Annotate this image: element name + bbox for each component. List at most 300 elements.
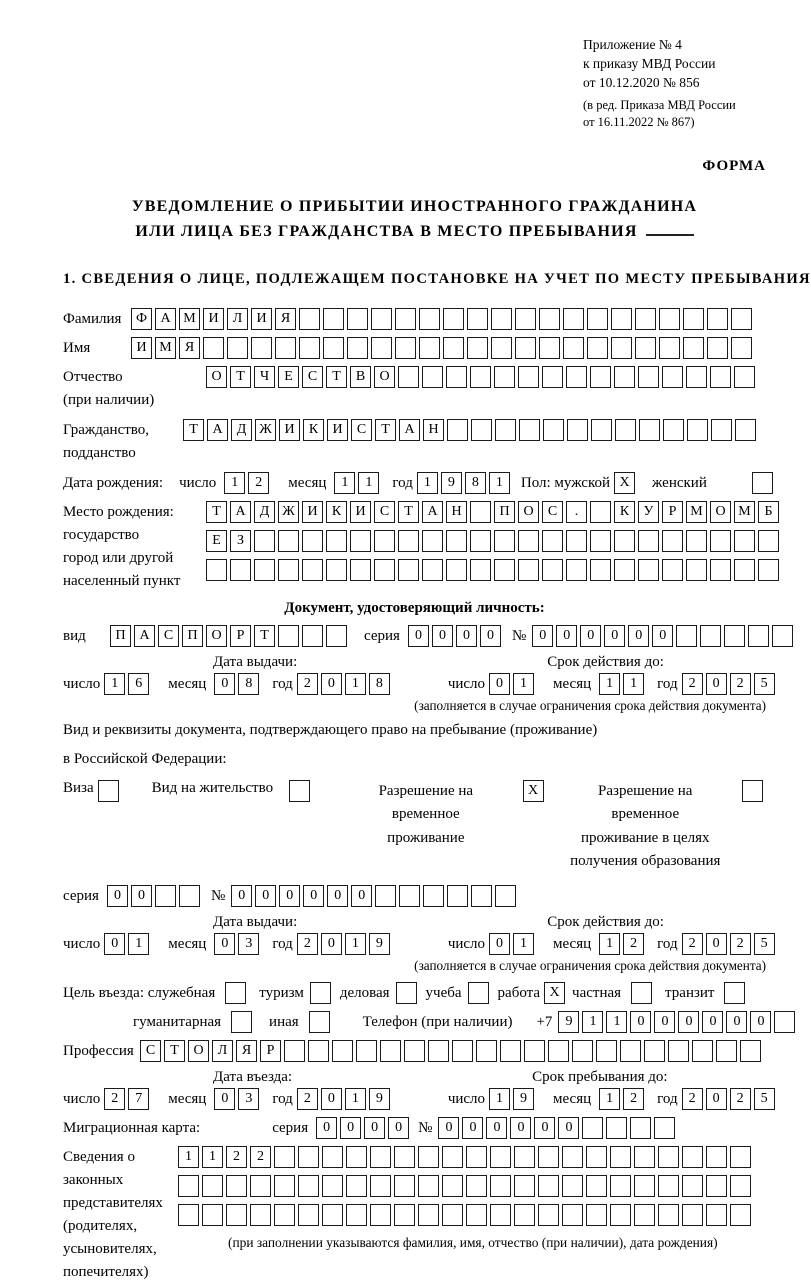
char-cell[interactable] [443, 337, 464, 359]
char-cell[interactable] [326, 559, 347, 581]
char-cell[interactable] [422, 366, 443, 388]
char-cell[interactable]: 0 [408, 625, 429, 647]
char-cell[interactable]: М [686, 501, 707, 523]
char-cell[interactable] [539, 308, 560, 330]
char-cell[interactable] [250, 1204, 271, 1226]
char-cell[interactable] [668, 1040, 689, 1062]
char-cell[interactable]: 0 [604, 625, 625, 647]
char-cell[interactable]: 2 [730, 933, 751, 955]
char-cell[interactable] [654, 1117, 675, 1139]
char-cell[interactable]: А [422, 501, 443, 523]
char-cell[interactable] [711, 419, 732, 441]
char-cell[interactable] [302, 559, 323, 581]
char-cell[interactable]: Т [206, 501, 227, 523]
char-cell[interactable] [274, 1146, 295, 1168]
char-cell[interactable] [275, 337, 296, 359]
char-cell[interactable]: М [179, 308, 200, 330]
char-cell[interactable] [638, 559, 659, 581]
char-cell[interactable] [562, 1175, 583, 1197]
char-cell[interactable] [428, 1040, 449, 1062]
char-cell[interactable] [710, 559, 731, 581]
char-cell[interactable] [423, 885, 444, 907]
checkbox-cell[interactable] [742, 780, 763, 802]
char-cell[interactable]: 2 [104, 1088, 125, 1110]
char-cell[interactable]: 1 [202, 1146, 223, 1168]
char-cell[interactable]: С [140, 1040, 161, 1062]
char-cell[interactable]: С [374, 501, 395, 523]
char-cell[interactable] [374, 530, 395, 552]
char-cell[interactable] [274, 1204, 295, 1226]
char-cell[interactable] [323, 337, 344, 359]
char-cell[interactable]: 0 [104, 933, 125, 955]
char-cell[interactable]: 0 [316, 1117, 337, 1139]
char-cell[interactable]: 0 [340, 1117, 361, 1139]
char-cell[interactable]: И [350, 501, 371, 523]
char-cell[interactable] [422, 559, 443, 581]
char-cell[interactable] [706, 1204, 727, 1226]
char-cell[interactable]: 0 [438, 1117, 459, 1139]
char-cell[interactable] [772, 625, 793, 647]
char-cell[interactable]: 2 [297, 933, 318, 955]
char-cell[interactable]: 2 [623, 933, 644, 955]
checkbox-cell[interactable]: X [544, 982, 565, 1004]
char-cell[interactable]: 2 [682, 1088, 703, 1110]
char-cell[interactable] [734, 530, 755, 552]
char-cell[interactable]: Е [206, 530, 227, 552]
char-cell[interactable] [326, 530, 347, 552]
char-cell[interactable] [606, 1117, 627, 1139]
char-cell[interactable]: Т [164, 1040, 185, 1062]
char-cell[interactable] [634, 1146, 655, 1168]
char-cell[interactable]: 0 [580, 625, 601, 647]
char-cell[interactable] [398, 530, 419, 552]
char-cell[interactable]: 9 [441, 472, 462, 494]
char-cell[interactable] [543, 419, 564, 441]
char-cell[interactable]: О [188, 1040, 209, 1062]
char-cell[interactable] [346, 1204, 367, 1226]
char-cell[interactable]: 0 [462, 1117, 483, 1139]
char-cell[interactable]: А [155, 308, 176, 330]
char-cell[interactable] [610, 1204, 631, 1226]
char-cell[interactable] [418, 1146, 439, 1168]
char-cell[interactable] [418, 1175, 439, 1197]
char-cell[interactable]: 0 [706, 673, 727, 695]
char-cell[interactable] [322, 1175, 343, 1197]
char-cell[interactable] [274, 1175, 295, 1197]
char-cell[interactable] [476, 1040, 497, 1062]
char-cell[interactable] [467, 337, 488, 359]
char-cell[interactable] [542, 366, 563, 388]
char-cell[interactable] [706, 1175, 727, 1197]
char-cell[interactable] [730, 1175, 751, 1197]
char-cell[interactable] [659, 337, 680, 359]
char-cell[interactable]: 0 [556, 625, 577, 647]
char-cell[interactable]: 0 [388, 1117, 409, 1139]
char-cell[interactable] [419, 308, 440, 330]
char-cell[interactable] [518, 530, 539, 552]
char-cell[interactable] [371, 308, 392, 330]
char-cell[interactable]: А [230, 501, 251, 523]
char-cell[interactable]: 2 [682, 933, 703, 955]
char-cell[interactable]: И [131, 337, 152, 359]
char-cell[interactable] [299, 308, 320, 330]
char-cell[interactable]: 0 [489, 933, 510, 955]
char-cell[interactable]: 0 [231, 885, 252, 907]
char-cell[interactable] [538, 1146, 559, 1168]
char-cell[interactable] [491, 337, 512, 359]
char-cell[interactable] [395, 308, 416, 330]
char-cell[interactable]: 9 [558, 1011, 579, 1033]
char-cell[interactable] [538, 1204, 559, 1226]
char-cell[interactable] [682, 1204, 703, 1226]
char-cell[interactable] [692, 1040, 713, 1062]
char-cell[interactable] [226, 1175, 247, 1197]
char-cell[interactable] [662, 559, 683, 581]
char-cell[interactable] [586, 1204, 607, 1226]
char-cell[interactable] [442, 1146, 463, 1168]
char-cell[interactable] [470, 559, 491, 581]
char-cell[interactable]: 0 [654, 1011, 675, 1033]
char-cell[interactable]: 0 [750, 1011, 771, 1033]
char-cell[interactable] [347, 308, 368, 330]
char-cell[interactable]: 1 [582, 1011, 603, 1033]
char-cell[interactable] [370, 1204, 391, 1226]
char-cell[interactable]: Я [236, 1040, 257, 1062]
char-cell[interactable] [466, 1175, 487, 1197]
char-cell[interactable] [630, 1117, 651, 1139]
char-cell[interactable]: 3 [238, 933, 259, 955]
char-cell[interactable]: Д [254, 501, 275, 523]
char-cell[interactable]: 1 [606, 1011, 627, 1033]
char-cell[interactable]: 2 [730, 1088, 751, 1110]
char-cell[interactable]: О [206, 625, 227, 647]
char-cell[interactable] [615, 419, 636, 441]
char-cell[interactable]: 0 [327, 885, 348, 907]
char-cell[interactable] [203, 337, 224, 359]
char-cell[interactable]: Д [231, 419, 252, 441]
char-cell[interactable]: 0 [321, 1088, 342, 1110]
char-cell[interactable]: 2 [248, 472, 269, 494]
char-cell[interactable]: 5 [754, 1088, 775, 1110]
char-cell[interactable] [700, 625, 721, 647]
char-cell[interactable]: О [710, 501, 731, 523]
char-cell[interactable] [494, 559, 515, 581]
char-cell[interactable]: 0 [214, 673, 235, 695]
char-cell[interactable]: 0 [131, 885, 152, 907]
char-cell[interactable] [563, 337, 584, 359]
char-cell[interactable]: 2 [297, 1088, 318, 1110]
char-cell[interactable]: 8 [238, 673, 259, 695]
char-cell[interactable]: Т [183, 419, 204, 441]
char-cell[interactable] [302, 530, 323, 552]
char-cell[interactable] [299, 337, 320, 359]
char-cell[interactable] [470, 530, 491, 552]
char-cell[interactable]: Ч [254, 366, 275, 388]
char-cell[interactable]: С [302, 366, 323, 388]
char-cell[interactable]: Н [423, 419, 444, 441]
char-cell[interactable]: С [542, 501, 563, 523]
char-cell[interactable] [620, 1040, 641, 1062]
char-cell[interactable] [659, 308, 680, 330]
char-cell[interactable]: 1 [358, 472, 379, 494]
char-cell[interactable]: 9 [369, 1088, 390, 1110]
checkbox-cell[interactable] [310, 982, 331, 1004]
char-cell[interactable] [495, 885, 516, 907]
char-cell[interactable] [347, 337, 368, 359]
char-cell[interactable]: 1 [224, 472, 245, 494]
char-cell[interactable] [178, 1204, 199, 1226]
char-cell[interactable] [682, 1175, 703, 1197]
char-cell[interactable] [518, 559, 539, 581]
char-cell[interactable]: 1 [345, 673, 366, 695]
char-cell[interactable] [155, 885, 176, 907]
char-cell[interactable] [731, 337, 752, 359]
char-cell[interactable] [614, 366, 635, 388]
char-cell[interactable]: И [279, 419, 300, 441]
char-cell[interactable] [539, 337, 560, 359]
char-cell[interactable] [494, 366, 515, 388]
char-cell[interactable] [467, 308, 488, 330]
char-cell[interactable] [590, 559, 611, 581]
char-cell[interactable] [635, 308, 656, 330]
char-cell[interactable] [226, 1204, 247, 1226]
char-cell[interactable] [394, 1204, 415, 1226]
char-cell[interactable]: М [155, 337, 176, 359]
char-cell[interactable] [596, 1040, 617, 1062]
char-cell[interactable] [586, 1146, 607, 1168]
char-cell[interactable] [614, 559, 635, 581]
char-cell[interactable]: 9 [369, 933, 390, 955]
char-cell[interactable] [634, 1204, 655, 1226]
char-cell[interactable] [774, 1011, 795, 1033]
checkbox-cell[interactable] [225, 982, 246, 1004]
char-cell[interactable]: В [350, 366, 371, 388]
char-cell[interactable] [686, 530, 707, 552]
char-cell[interactable] [519, 419, 540, 441]
char-cell[interactable] [471, 885, 492, 907]
char-cell[interactable] [538, 1175, 559, 1197]
char-cell[interactable] [442, 1175, 463, 1197]
char-cell[interactable] [227, 337, 248, 359]
char-cell[interactable]: 1 [128, 933, 149, 955]
char-cell[interactable]: 0 [456, 625, 477, 647]
char-cell[interactable]: О [206, 366, 227, 388]
checkbox-cell[interactable] [231, 1011, 252, 1033]
char-cell[interactable] [662, 530, 683, 552]
char-cell[interactable] [490, 1204, 511, 1226]
char-cell[interactable]: 2 [730, 673, 751, 695]
char-cell[interactable]: И [327, 419, 348, 441]
char-cell[interactable] [614, 530, 635, 552]
char-cell[interactable] [663, 419, 684, 441]
char-cell[interactable] [515, 308, 536, 330]
char-cell[interactable]: 2 [226, 1146, 247, 1168]
char-cell[interactable] [676, 625, 697, 647]
char-cell[interactable] [422, 530, 443, 552]
checkbox-cell[interactable]: X [614, 472, 635, 494]
char-cell[interactable]: 1 [345, 933, 366, 955]
char-cell[interactable]: И [302, 501, 323, 523]
char-cell[interactable]: А [134, 625, 155, 647]
char-cell[interactable]: 0 [364, 1117, 385, 1139]
char-cell[interactable] [731, 308, 752, 330]
char-cell[interactable] [562, 1146, 583, 1168]
char-cell[interactable] [254, 530, 275, 552]
char-cell[interactable]: К [303, 419, 324, 441]
char-cell[interactable]: Я [179, 337, 200, 359]
char-cell[interactable]: К [614, 501, 635, 523]
char-cell[interactable] [707, 337, 728, 359]
char-cell[interactable]: 1 [513, 673, 534, 695]
char-cell[interactable]: 0 [432, 625, 453, 647]
char-cell[interactable]: 0 [351, 885, 372, 907]
char-cell[interactable]: 6 [128, 673, 149, 695]
char-cell[interactable] [490, 1175, 511, 1197]
char-cell[interactable] [394, 1175, 415, 1197]
char-cell[interactable] [634, 1175, 655, 1197]
char-cell[interactable] [542, 530, 563, 552]
char-cell[interactable] [514, 1175, 535, 1197]
char-cell[interactable]: 0 [706, 933, 727, 955]
char-cell[interactable]: Т [254, 625, 275, 647]
char-cell[interactable] [566, 366, 587, 388]
char-cell[interactable] [542, 559, 563, 581]
checkbox-cell[interactable] [724, 982, 745, 1004]
char-cell[interactable]: А [399, 419, 420, 441]
char-cell[interactable] [446, 530, 467, 552]
char-cell[interactable]: . [566, 501, 587, 523]
char-cell[interactable] [298, 1204, 319, 1226]
char-cell[interactable]: 0 [303, 885, 324, 907]
char-cell[interactable] [548, 1040, 569, 1062]
char-cell[interactable] [326, 625, 347, 647]
char-cell[interactable] [590, 366, 611, 388]
char-cell[interactable] [374, 559, 395, 581]
char-cell[interactable]: У [638, 501, 659, 523]
char-cell[interactable]: 5 [754, 673, 775, 695]
char-cell[interactable]: 0 [558, 1117, 579, 1139]
char-cell[interactable] [591, 419, 612, 441]
char-cell[interactable]: 1 [599, 1088, 620, 1110]
char-cell[interactable] [447, 419, 468, 441]
char-cell[interactable] [686, 559, 707, 581]
char-cell[interactable]: Ф [131, 308, 152, 330]
char-cell[interactable] [730, 1204, 751, 1226]
char-cell[interactable] [443, 308, 464, 330]
char-cell[interactable] [447, 885, 468, 907]
char-cell[interactable] [724, 625, 745, 647]
char-cell[interactable] [683, 337, 704, 359]
char-cell[interactable]: 8 [369, 673, 390, 695]
char-cell[interactable] [758, 530, 779, 552]
char-cell[interactable]: А [207, 419, 228, 441]
char-cell[interactable] [471, 419, 492, 441]
char-cell[interactable]: 1 [104, 673, 125, 695]
char-cell[interactable] [278, 559, 299, 581]
checkbox-cell[interactable] [468, 982, 489, 1004]
char-cell[interactable]: 1 [623, 673, 644, 695]
char-cell[interactable] [298, 1146, 319, 1168]
char-cell[interactable]: М [734, 501, 755, 523]
char-cell[interactable] [524, 1040, 545, 1062]
char-cell[interactable] [178, 1175, 199, 1197]
char-cell[interactable] [418, 1204, 439, 1226]
char-cell[interactable] [442, 1204, 463, 1226]
char-cell[interactable] [404, 1040, 425, 1062]
char-cell[interactable] [562, 1204, 583, 1226]
char-cell[interactable] [706, 1146, 727, 1168]
char-cell[interactable]: 1 [599, 673, 620, 695]
char-cell[interactable]: 1 [513, 933, 534, 955]
char-cell[interactable] [514, 1204, 535, 1226]
char-cell[interactable] [466, 1146, 487, 1168]
char-cell[interactable]: 1 [489, 472, 510, 494]
char-cell[interactable] [518, 366, 539, 388]
char-cell[interactable]: 1 [345, 1088, 366, 1110]
char-cell[interactable]: С [351, 419, 372, 441]
char-cell[interactable] [514, 1146, 535, 1168]
char-cell[interactable]: С [158, 625, 179, 647]
checkbox-cell[interactable] [396, 982, 417, 1004]
char-cell[interactable]: 1 [417, 472, 438, 494]
char-cell[interactable] [470, 501, 491, 523]
char-cell[interactable]: Т [326, 366, 347, 388]
char-cell[interactable] [587, 337, 608, 359]
char-cell[interactable] [298, 1175, 319, 1197]
char-cell[interactable] [452, 1040, 473, 1062]
char-cell[interactable] [682, 1146, 703, 1168]
char-cell[interactable]: 0 [726, 1011, 747, 1033]
char-cell[interactable]: 0 [480, 625, 501, 647]
char-cell[interactable]: 2 [682, 673, 703, 695]
char-cell[interactable]: И [251, 308, 272, 330]
checkbox-cell[interactable]: X [523, 780, 544, 802]
char-cell[interactable] [399, 885, 420, 907]
char-cell[interactable] [250, 1175, 271, 1197]
char-cell[interactable] [734, 366, 755, 388]
char-cell[interactable]: 1 [334, 472, 355, 494]
char-cell[interactable] [610, 1175, 631, 1197]
char-cell[interactable] [710, 530, 731, 552]
char-cell[interactable] [734, 559, 755, 581]
char-cell[interactable]: Б [758, 501, 779, 523]
char-cell[interactable] [658, 1175, 679, 1197]
char-cell[interactable] [611, 308, 632, 330]
char-cell[interactable] [284, 1040, 305, 1062]
char-cell[interactable]: 5 [754, 933, 775, 955]
char-cell[interactable] [515, 337, 536, 359]
char-cell[interactable]: О [518, 501, 539, 523]
char-cell[interactable] [251, 337, 272, 359]
char-cell[interactable]: 1 [178, 1146, 199, 1168]
char-cell[interactable]: 0 [702, 1011, 723, 1033]
char-cell[interactable] [572, 1040, 593, 1062]
char-cell[interactable]: 2 [297, 673, 318, 695]
char-cell[interactable]: Т [375, 419, 396, 441]
char-cell[interactable]: Ж [278, 501, 299, 523]
char-cell[interactable]: И [203, 308, 224, 330]
char-cell[interactable] [202, 1204, 223, 1226]
char-cell[interactable] [446, 366, 467, 388]
char-cell[interactable]: 1 [489, 1088, 510, 1110]
checkbox-cell[interactable] [631, 982, 652, 1004]
char-cell[interactable] [322, 1146, 343, 1168]
char-cell[interactable]: П [110, 625, 131, 647]
char-cell[interactable] [710, 366, 731, 388]
char-cell[interactable] [495, 419, 516, 441]
char-cell[interactable] [582, 1117, 603, 1139]
char-cell[interactable] [730, 1146, 751, 1168]
